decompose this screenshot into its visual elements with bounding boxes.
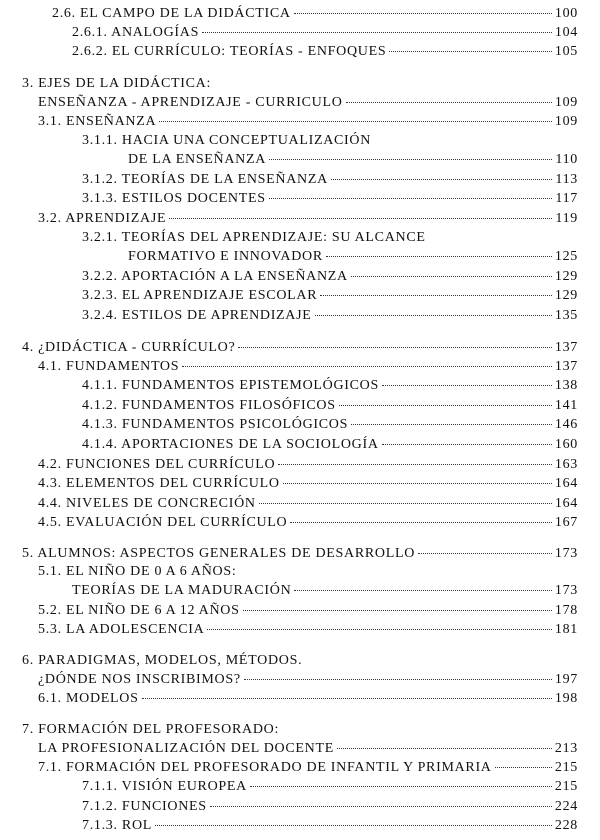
dot-leader [382, 444, 552, 445]
toc-entry [82, 189, 578, 208]
toc-entry [38, 474, 578, 493]
toc-page-number: 173 [554, 546, 578, 561]
dot-leader [331, 179, 553, 180]
toc-heading [22, 74, 211, 93]
toc-page-number: 213 [554, 741, 578, 756]
dot-leader [238, 347, 551, 348]
dot-leader [346, 102, 552, 103]
dot-leader [294, 13, 552, 14]
toc-entry-title: 4. ¿DIDÁCTICA - CURRÍCULO? [22, 340, 236, 355]
toc-entry-title: 3.1.1. HACIA UNA CONCEPTUALIZACIÓN [82, 133, 372, 148]
toc-page-number: 164 [554, 476, 578, 491]
toc-page-number: 198 [554, 691, 578, 706]
toc-page-number: 109 [554, 95, 578, 110]
toc-entry [38, 455, 578, 474]
toc-entry-title: 3.2.1. TEORÍAS DEL APRENDIZAJE: SU ALCANCE [82, 230, 426, 245]
dot-leader [339, 405, 552, 406]
toc-entry-title: LA PROFESIONALIZACIÓN DEL DOCENTE [38, 741, 334, 756]
toc-entry-title: 3.2. APRENDIZAJE [38, 211, 167, 226]
toc-heading [82, 131, 371, 150]
dot-leader [351, 424, 552, 425]
dot-leader [351, 276, 552, 277]
toc-entry [82, 816, 578, 835]
toc-page-number: 117 [555, 191, 578, 206]
toc-entry-title: 5.3. LA ADOLESCENCIA [38, 622, 205, 637]
toc-page-number: 181 [554, 622, 578, 637]
toc-page-number: 137 [554, 359, 578, 374]
toc-page-number: 109 [554, 114, 578, 129]
toc-entry-title: 3.1.3. ESTILOS DOCENTES [82, 191, 266, 206]
toc-entry-title: 7.1.1. VISIÓN EUROPEA [82, 779, 247, 794]
toc-entry [72, 23, 578, 42]
toc-entry-title: 4.1.4. APORTACIONES DE LA SOCIOLOGÍA [82, 437, 379, 452]
dot-leader [326, 256, 552, 257]
toc-page-number: 104 [554, 25, 578, 40]
toc-heading [22, 720, 279, 739]
dot-leader [210, 806, 552, 807]
toc-entry-title: 4.4. NIVELES DE CONCRECIÓN [38, 496, 256, 511]
toc-entry [82, 435, 578, 454]
toc-entry-title: 4.1.1. FUNDAMENTOS EPISTEMOLÓGICOS [82, 378, 379, 393]
dot-leader [207, 629, 551, 630]
toc-page-number: 178 [554, 603, 578, 618]
toc-page-number: 129 [554, 269, 578, 284]
toc-page-number: 164 [554, 496, 578, 511]
dot-leader [142, 698, 552, 699]
toc-entry-title: 4.5. EVALUACIÓN DEL CURRÍCULO [38, 515, 288, 530]
toc-page-number: 105 [554, 44, 578, 59]
toc-entry-title: 4.2. FUNCIONES DEL CURRÍCULO [38, 457, 276, 472]
toc-entry-title: 6. PARADIGMAS, MODELOS, MÉTODOS. [22, 653, 303, 668]
dot-leader [283, 483, 552, 484]
toc-entry [38, 357, 578, 376]
toc-entry [38, 93, 578, 112]
toc-entry-title: 6.1. MODELOS [38, 691, 139, 706]
dot-leader [418, 553, 552, 554]
toc-entry-title: 5.2. EL NIÑO DE 6 A 12 AÑOS [38, 603, 240, 618]
dot-leader [320, 295, 552, 296]
dot-leader [294, 590, 551, 591]
toc-entry-title: 3.1. ENSEÑANZA [38, 114, 157, 129]
toc-entry [72, 581, 578, 600]
toc-entry-title: FORMATIVO E INNOVADOR [128, 249, 323, 264]
toc-entry-title: 5. ALUMNOS: ASPECTOS GENERALES DE DESARROLLO [22, 546, 416, 561]
dot-leader [202, 32, 552, 33]
toc-page-number: 146 [554, 417, 578, 432]
toc-page-number: 141 [554, 398, 578, 413]
dot-leader [169, 218, 552, 219]
toc-page-number: 228 [554, 818, 578, 833]
dot-leader [269, 198, 553, 199]
toc-entry [52, 4, 578, 23]
toc-entry-title: 3.2.2. APORTACIÓN A LA ENSEÑANZA [82, 269, 348, 284]
toc-entry-title: 3.1.2. TEORÍAS DE LA ENSEÑANZA [82, 172, 328, 187]
toc-entry [38, 209, 578, 228]
toc-entry [38, 670, 578, 689]
toc-entry [38, 494, 578, 513]
toc-page-number: 138 [554, 378, 578, 393]
toc-entry-title: ¿DÓNDE NOS INSCRIBIMOS? [38, 672, 241, 687]
toc-entry-title: 4.1.2. FUNDAMENTOS FILOSÓFICOS [82, 398, 336, 413]
dot-leader [182, 366, 552, 367]
dot-leader [250, 786, 552, 787]
toc-entry [38, 689, 578, 708]
toc-entry [38, 739, 578, 758]
dot-leader [290, 522, 552, 523]
toc-entry-title: DE LA ENSEÑANZA [128, 152, 267, 167]
toc-page-number: 215 [554, 760, 578, 775]
dot-leader [389, 51, 552, 52]
toc-entry-title: 3. EJES DE LA DIDÁCTICA: [22, 76, 212, 91]
toc-entry [38, 601, 578, 620]
toc-page-number: 119 [555, 211, 578, 226]
toc-entry-title: 2.6. EL CAMPO DE LA DIDÁCTICA [52, 6, 291, 21]
toc-page-number: 110 [555, 152, 578, 167]
toc-entry-title: 4.3. ELEMENTOS DEL CURRÍCULO [38, 476, 280, 491]
dot-leader [495, 767, 552, 768]
toc-page-number: 113 [555, 172, 578, 187]
dot-leader [155, 825, 552, 826]
toc-page-number: 215 [554, 779, 578, 794]
toc-page-number: 167 [554, 515, 578, 530]
toc-entry-title: 7.1.3. ROL [82, 818, 152, 833]
toc-entry [82, 170, 578, 189]
toc-entry [82, 415, 578, 434]
toc-entry-title: 2.6.1. ANALOGÍAS [72, 25, 200, 40]
dot-leader [315, 315, 552, 316]
dot-leader [382, 385, 552, 386]
toc-page-number: 160 [554, 437, 578, 452]
toc-entry [82, 376, 578, 395]
toc-entry [82, 267, 578, 286]
toc-page-number: 224 [554, 799, 578, 814]
toc-entry [38, 112, 578, 131]
toc-entry [22, 544, 578, 563]
toc-entry [82, 286, 578, 305]
toc-page-number: 137 [554, 340, 578, 355]
toc-entry-title: 3.2.4. ESTILOS DE APRENDIZAJE [82, 308, 312, 323]
toc-heading [38, 562, 236, 581]
toc-page-number: 125 [554, 249, 578, 264]
toc-entry-title: 4.1.3. FUNDAMENTOS PSICOLÓGICOS [82, 417, 349, 432]
toc-entry-title: 7.1. FORMACIÓN DEL PROFESORADO DE INFANTIL Y PRIMARIA [38, 760, 492, 775]
toc-entry-title: 7. FORMACIÓN DEL PROFESORADO: [22, 722, 280, 737]
toc-entry-title: TEORÍAS DE LA MADURACIÓN [72, 583, 292, 598]
toc-page-number: 135 [554, 308, 578, 323]
toc-entry [82, 306, 578, 325]
toc-entry [38, 620, 578, 639]
toc-entry [38, 513, 578, 532]
dot-leader [244, 679, 552, 680]
toc-heading [82, 228, 426, 247]
toc-page-number: 173 [554, 583, 578, 598]
toc-entry [82, 797, 578, 816]
toc-entry-title: 3.2.3. EL APRENDIZAJE ESCOLAR [82, 288, 318, 303]
toc-heading [22, 651, 302, 670]
dot-leader [337, 748, 552, 749]
toc-entry-title: 2.6.2. EL CURRÍCULO: TEORÍAS - ENFOQUES [72, 44, 387, 59]
toc-entry [38, 758, 578, 777]
dot-leader [159, 121, 552, 122]
dot-leader [269, 159, 552, 160]
toc-entry [72, 42, 578, 61]
toc-entry-title: 4.1. FUNDAMENTOS [38, 359, 180, 374]
toc-entry [82, 396, 578, 415]
toc-entry-title: ENSEÑANZA - APRENDIZAJE - CURRICULO [38, 95, 343, 110]
dot-leader [259, 503, 552, 504]
toc-entry-title: 5.1. EL NIÑO DE 0 A 6 AÑOS: [38, 564, 237, 579]
toc-entry [128, 247, 578, 266]
dot-leader [243, 610, 552, 611]
toc-page-number: 197 [554, 672, 578, 687]
dot-leader [278, 464, 552, 465]
toc-entry-title: 7.1.2. FUNCIONES [82, 799, 207, 814]
toc-entry [82, 777, 578, 796]
toc-page-number: 163 [554, 457, 578, 472]
toc-entry [128, 150, 578, 169]
toc-entry [22, 338, 578, 357]
toc-page-number: 100 [554, 6, 578, 21]
toc-page-number: 129 [554, 288, 578, 303]
